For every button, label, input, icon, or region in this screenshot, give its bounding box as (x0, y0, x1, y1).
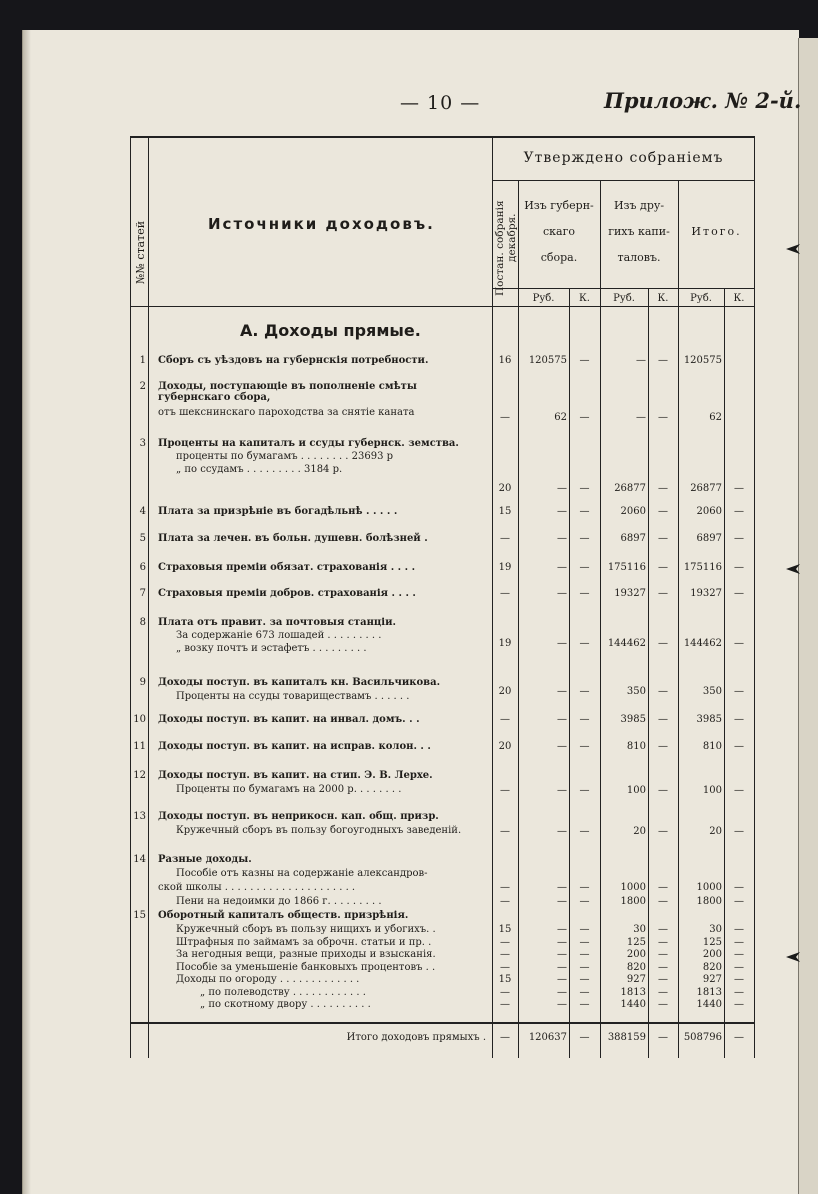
total-label: Итого доходовъ прямыхъ . (346, 1032, 486, 1043)
cell-tot: 927 (702, 974, 722, 985)
cell-gub: — (557, 924, 567, 935)
binder-clip-icon (786, 244, 800, 254)
cell-gub-k: — (579, 355, 590, 366)
cell-tot: 508796 (683, 1032, 722, 1043)
cell-tot: 19327 (690, 588, 722, 599)
row-subtitle: Кружечный сборъ въ пользу богоугодныхъ заведеній. (176, 825, 462, 836)
cell-gub: — (557, 999, 567, 1010)
row-number: 14 (133, 854, 146, 865)
col-header-source: Источники доходовъ. (208, 215, 435, 233)
cell-oth-k: — (658, 412, 668, 423)
cell-dec: — (500, 826, 510, 837)
cell-oth: 20 (633, 826, 646, 837)
cell-oth: 3985 (620, 714, 646, 725)
row-number: 6 (139, 562, 146, 573)
cell-oth: 19327 (614, 588, 646, 599)
table-border-top (130, 136, 755, 138)
cell-oth: 200 (626, 949, 646, 960)
cell-oth-k: — (658, 686, 668, 697)
row-subline: Пособіе за уменьшеніе банковыхъ процентовъ . . (176, 961, 436, 973)
row-title: Плата за призрѣніе въ богадѣльнѣ . . . . . (158, 506, 398, 517)
cell-gub-k: — (579, 896, 590, 907)
cell-dec: — (500, 896, 510, 907)
cell-gub: — (557, 986, 567, 998)
cell-gub-k: — (579, 533, 590, 544)
row-title: Доходы поступ. въ капит. на исправ. колон. . . (158, 741, 431, 752)
cell-oth-k: — (658, 882, 668, 893)
page-number: — 10 — (400, 92, 481, 114)
cell-tot-k: — (734, 588, 744, 599)
cell-gub: — (557, 686, 567, 697)
cell-tot-k: — (734, 1032, 744, 1043)
row-subline: Пособіе отъ казны на содержаніе александров- (176, 868, 428, 879)
cell-oth-k: — (658, 924, 668, 935)
cell-oth: 810 (626, 741, 646, 752)
row-title: Сборъ съ уѣздовъ на губернскія потребности. (158, 355, 429, 366)
cell-gub: — (557, 741, 567, 752)
cell-oth-k: — (658, 562, 668, 573)
cell-gub-k: — (579, 1032, 590, 1043)
row-number: 12 (133, 770, 146, 781)
row-subtitle: отъ шекснинскаго пароходства за снятіе каната (158, 407, 415, 418)
cell-gub: — (557, 588, 567, 599)
cell-dec: 20 (498, 741, 512, 752)
col-header-total: Итого. (691, 225, 742, 238)
cell-tot: 20 (709, 826, 722, 837)
next-page-edge (798, 38, 818, 1194)
cell-gub-k: — (579, 562, 590, 573)
row-subtitle: Проценты на ссуды товариществамъ . . . . . . (176, 691, 410, 702)
row-subline: ской школы . . . . . . . . . . . . . . . . . . . . . (158, 882, 356, 893)
cell-dec: — (500, 936, 510, 948)
cell-gub: — (557, 785, 567, 796)
cell-tot-k: — (734, 936, 744, 948)
cell-oth: 388159 (607, 1032, 646, 1043)
row-number: 15 (133, 910, 146, 921)
col-header-gub-2: скаго (543, 225, 575, 238)
row-number: 10 (133, 714, 146, 725)
row-title: Плата за лечен. въ больн. душевн. болѣзней . (158, 533, 428, 544)
cell-tot-k: — (734, 949, 744, 960)
cell-gub-k: — (579, 924, 590, 935)
cell-oth: 175116 (607, 562, 646, 573)
cell-oth-k: — (658, 355, 668, 366)
cell-oth: — (636, 412, 646, 423)
row-number: 13 (133, 811, 146, 822)
cell-tot-k: — (734, 506, 744, 517)
cell-dec: 19 (498, 562, 512, 573)
cell-gub-k: — (579, 826, 590, 837)
cell-oth-k: — (658, 785, 668, 796)
row-subline: „ по полеводству . . . . . . . . . . . . (200, 986, 366, 998)
row-number: 9 (139, 677, 146, 688)
col-header-decree-2: декабря. (506, 213, 518, 262)
cell-dec: — (500, 986, 510, 998)
cell-gub: — (557, 714, 567, 725)
cell-oth: 2060 (620, 506, 646, 517)
col-header-gub-3: сбора. (540, 251, 578, 264)
unit-gub-rub: Руб. (532, 293, 555, 304)
cell-gub: — (557, 974, 567, 985)
row-number: 8 (139, 617, 146, 628)
cell-dec: 19 (498, 638, 512, 649)
cell-tot: 350 (702, 686, 722, 697)
cell-tot-k: — (734, 882, 744, 893)
cell-dec: 16 (498, 355, 512, 366)
cell-gub: — (557, 483, 567, 494)
row-subline: проценты по бумагамъ . . . . . . . . 23693 р (176, 451, 394, 462)
row-subline: Пени на недоимки до 1866 г. . . . . . . . . (176, 896, 382, 907)
row-title: Доходы, поступающіе въ пополненіе смѣты губернскаго сбора, (158, 381, 417, 403)
cell-dec: 20 (498, 686, 512, 697)
cell-dec: 15 (498, 924, 512, 935)
cell-dec: — (500, 533, 510, 544)
col-header-no: №№ статей (134, 220, 147, 284)
row-number: 2 (139, 381, 146, 392)
cell-dec: — (500, 1032, 510, 1043)
cell-dec: 20 (498, 483, 512, 494)
cell-tot: 2060 (696, 506, 722, 517)
cell-dec: — (500, 714, 510, 725)
binder-clip-icon (786, 564, 800, 574)
cell-oth: 1440 (620, 999, 646, 1010)
row-title: Страховыя преміи обязат. страхованія . . . . (158, 562, 416, 573)
cell-oth-k: — (658, 533, 668, 544)
cell-oth: 144462 (607, 638, 646, 649)
cell-oth-k: — (658, 588, 668, 599)
cell-tot-k: — (734, 826, 744, 837)
cell-gub-k: — (579, 483, 590, 494)
row-subline: „ по ссудамъ . . . . . . . . . 3184 р. (176, 464, 343, 475)
col-header-gub-1: Изъ губерн- (524, 199, 594, 212)
cell-tot-k: — (734, 986, 744, 998)
cell-tot: 3985 (696, 714, 722, 725)
cell-gub-k: — (579, 412, 590, 423)
row-title: Оборотный капиталъ обществ. призрѣнія. (158, 910, 409, 921)
cell-gub: — (557, 896, 567, 907)
row-subtitle: Проценты по бумагамъ на 2000 р. . . . . . . . (176, 784, 402, 795)
cell-gub-k: — (579, 506, 590, 517)
cell-tot-k: — (734, 896, 744, 907)
section-title: А. Доходы прямые. (240, 321, 421, 340)
cell-dec: — (500, 412, 510, 423)
col-header-decree-1: Постан. собранія (494, 200, 506, 296)
cell-tot: 1813 (696, 986, 722, 998)
cell-oth-k: — (658, 986, 668, 998)
cell-oth-k: — (658, 714, 668, 725)
row-title: Плата отъ правит. за почтовыя станціи. (158, 617, 396, 628)
cell-gub-k: — (579, 588, 590, 599)
cell-dec: — (500, 949, 510, 960)
cell-tot: 175116 (683, 562, 722, 573)
row-subline: „ возку почтъ и эстафетъ . . . . . . . . . (176, 643, 367, 654)
header-rule (130, 306, 755, 307)
row-title: Страховыя преміи добров. страхованія . . . . (158, 588, 416, 599)
cell-oth-k: — (658, 974, 668, 985)
cell-tot-k: — (734, 741, 744, 752)
cell-gub-k: — (579, 638, 590, 649)
col-header-other-2: гихъ капи- (608, 225, 670, 238)
revenue-table (130, 136, 755, 1058)
cell-gub: — (557, 562, 567, 573)
cell-oth: 125 (626, 936, 646, 948)
row-number: 7 (139, 588, 146, 599)
cell-tot: 1800 (696, 896, 722, 907)
cell-gub: — (557, 826, 567, 837)
cell-tot-k: — (734, 686, 744, 697)
cell-oth: 30 (633, 924, 646, 935)
cell-dec: — (500, 785, 510, 796)
cell-oth: 350 (626, 686, 646, 697)
cell-oth: 1000 (620, 882, 646, 893)
cell-tot: 810 (702, 741, 722, 752)
row-title: Доходы поступ. въ неприкосн. кап. общ. призр. (158, 811, 439, 822)
cell-tot: 100 (702, 785, 722, 796)
cell-tot: 30 (709, 924, 722, 935)
cell-oth-k: — (658, 741, 668, 752)
cell-tot-k: — (734, 961, 744, 973)
page-binding-shadow (23, 30, 31, 1194)
cell-gub: — (557, 638, 567, 649)
cell-dec: — (500, 999, 510, 1010)
unit-tot-kop: К. (733, 293, 745, 304)
cell-gub-k: — (579, 949, 590, 960)
cell-oth: 1800 (620, 896, 646, 907)
cell-dec: — (500, 961, 510, 973)
cell-tot-k: — (734, 483, 744, 494)
binder-clip-icon (786, 952, 800, 962)
cell-dec: — (500, 588, 510, 599)
col-header-other-3: таловъ. (617, 251, 661, 264)
cell-tot: 144462 (683, 638, 722, 649)
row-title: Доходы поступ. въ капит. на стип. Э. В. Лерхе. (158, 770, 433, 781)
cell-tot-k: — (734, 562, 744, 573)
cell-oth-k: — (658, 949, 668, 960)
cell-gub-k: — (579, 686, 590, 697)
cell-gub: — (557, 961, 567, 973)
cell-tot: 1440 (696, 999, 722, 1010)
row-title: Проценты на капиталъ и ссуды губернск. земства. (158, 438, 459, 449)
cell-oth: 6897 (620, 533, 646, 544)
cell-gub-k: — (579, 785, 590, 796)
cell-oth: 1813 (620, 986, 646, 998)
cell-oth: — (636, 355, 646, 366)
cell-gub-k: — (579, 961, 590, 973)
cell-tot: 62 (709, 412, 722, 423)
cell-tot: 120575 (683, 355, 722, 366)
cell-oth-k: — (658, 936, 668, 948)
cell-tot-k: — (734, 924, 744, 935)
cell-oth: 927 (626, 974, 646, 985)
cell-oth-k: — (658, 638, 668, 649)
cell-gub: — (557, 533, 567, 544)
units-rule (492, 288, 755, 289)
table-border-right (754, 136, 755, 1058)
cell-dec: 15 (498, 974, 512, 985)
cell-tot-k: — (734, 638, 744, 649)
cell-oth: 100 (626, 785, 646, 796)
unit-oth-rub: Руб. (613, 293, 635, 304)
row-number: 4 (139, 506, 146, 517)
cell-tot: 820 (702, 961, 722, 973)
cell-gub-k: — (579, 974, 590, 985)
cell-oth-k: — (658, 1032, 668, 1043)
cell-dec: 15 (498, 506, 512, 517)
row-subline: „ по скотному двору . . . . . . . . . . (200, 999, 371, 1010)
row-subline: Доходы по огороду . . . . . . . . . . . . . (176, 974, 360, 985)
cell-gub-k: — (579, 714, 590, 725)
cell-oth-k: — (658, 896, 668, 907)
unit-gub-kop: К. (579, 293, 590, 304)
cell-gub: — (557, 506, 567, 517)
cell-oth-k: — (658, 826, 668, 837)
cell-gub-k: — (579, 999, 590, 1010)
cell-oth-k: — (658, 961, 668, 973)
cell-tot-k: — (734, 533, 744, 544)
unit-oth-kop: К. (657, 293, 669, 304)
cell-tot: 125 (702, 936, 722, 948)
cell-gub-k: — (579, 741, 590, 752)
col-header-approved: Утверждено собраніемъ (523, 150, 724, 166)
cell-gub-k: — (579, 936, 590, 948)
approved-rule (492, 180, 755, 181)
appendix-title: Прилож. № 2-й. (604, 88, 802, 113)
cell-tot: 200 (702, 949, 722, 960)
row-title: Доходы поступ. въ капит. на инвал. домъ. . . (158, 714, 420, 725)
row-number: 3 (139, 438, 146, 449)
cell-gub: 120575 (528, 355, 567, 366)
cell-gub-k: — (579, 882, 590, 893)
cell-oth: 820 (626, 961, 646, 973)
row-title: Доходы поступ. въ капиталъ кн. Васильчикова. (158, 677, 441, 688)
row-subline: За содержаніе 673 лошадей . . . . . . . . . (176, 630, 382, 641)
cell-gub: — (557, 936, 567, 948)
cell-oth-k: — (658, 506, 668, 517)
cell-tot-k: — (734, 999, 744, 1010)
row-subline: Кружечный сборъ въ пользу нищихъ и убогихъ. . (176, 924, 436, 935)
row-number: 1 (139, 355, 146, 366)
cell-gub: 120637 (528, 1032, 567, 1043)
cell-tot: 6897 (696, 533, 722, 544)
cell-tot: 1000 (696, 882, 722, 893)
total-rule (130, 1022, 755, 1024)
cell-gub: — (557, 882, 567, 893)
cell-gub-k: — (579, 986, 590, 998)
col-line-no (148, 136, 149, 1058)
cell-tot: 26877 (690, 483, 722, 494)
cell-oth-k: — (658, 483, 668, 494)
cell-tot-k: — (734, 785, 744, 796)
cell-gub: — (557, 949, 567, 960)
cell-tot-k: — (734, 974, 744, 985)
row-number: 5 (139, 533, 146, 544)
cell-oth-k: — (658, 999, 668, 1010)
col-header-other-1: Изъ дру- (613, 199, 665, 212)
unit-tot-rub: Руб. (690, 293, 712, 304)
cell-dec: — (500, 882, 510, 893)
row-number: 11 (133, 741, 146, 752)
cell-oth: 26877 (614, 483, 646, 494)
cell-tot-k: — (734, 714, 744, 725)
cell-gub: 62 (554, 412, 567, 423)
row-subline: За негодныя вещи, разные приходы и взысканія. (176, 949, 436, 960)
row-subline: Штрафныя по займамъ за оброчн. статьи и пр. . (176, 936, 432, 948)
row-title: Разные доходы. (158, 854, 252, 865)
